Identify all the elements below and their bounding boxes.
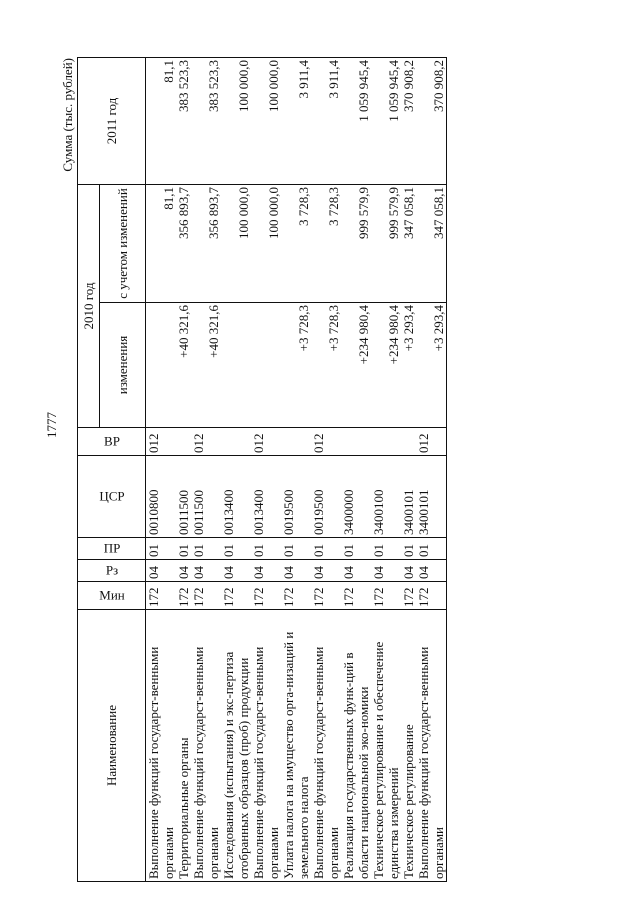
- row-name: Техническое регулирование: [401, 610, 416, 882]
- row-vr: 012: [251, 428, 281, 456]
- row-2011: 3 911,4: [311, 58, 341, 185]
- row-changes: +3 293,4: [416, 303, 447, 428]
- row-vr: [176, 428, 191, 456]
- row-name: Выполнение функций государст-венными органами: [146, 610, 177, 882]
- row-rz: 04: [416, 560, 447, 582]
- header-min: Мин: [78, 582, 146, 610]
- row-2011: 100 000,0: [251, 58, 281, 185]
- row-changes: [251, 303, 281, 428]
- row-with-changes: 3 728,3: [311, 185, 341, 303]
- rotated-page: [60, 58, 580, 882]
- header-pr: ПР: [78, 538, 146, 560]
- row-with-changes: 999 579,9: [371, 185, 401, 303]
- row-with-changes: 347 058,1: [401, 185, 416, 303]
- row-changes: +234 980,4: [341, 303, 371, 428]
- row-2011: 370 908,2: [416, 58, 447, 185]
- row-2011: 81,1: [146, 58, 177, 185]
- row-with-changes: 100 000,0: [221, 185, 251, 303]
- row-min: 172: [221, 582, 251, 610]
- row-with-changes: 356 893,7: [191, 185, 221, 303]
- page-number: 1777: [44, 412, 59, 438]
- row-rz: 04: [251, 560, 281, 582]
- row-changes: [221, 303, 251, 428]
- row-min: 172: [371, 582, 401, 610]
- table-row: [221, 58, 251, 882]
- row-name: Исследования (испытания) и экс-пертиза отобранных образцов (проб) продукции: [221, 610, 251, 882]
- row-min: 172: [341, 582, 371, 610]
- row-name: Техническое регулирование и обеспечение единства измерений: [371, 610, 401, 882]
- row-csr: 0010800: [146, 456, 177, 538]
- row-min: 172: [281, 582, 311, 610]
- row-with-changes: 3 728,3: [281, 185, 311, 303]
- row-rz: 04: [176, 560, 191, 582]
- row-csr: 0019500: [311, 456, 341, 538]
- row-2011: 1 059 945,4: [371, 58, 401, 185]
- header-name: Наименование: [78, 610, 146, 882]
- row-name: Выполнение функций государст-венными органами: [416, 610, 447, 882]
- row-vr: [371, 428, 401, 456]
- row-name: Выполнение функций государст-венными органами: [191, 610, 221, 882]
- table-row: [341, 58, 371, 882]
- table-row: [251, 58, 281, 882]
- row-pr: 01: [221, 538, 251, 560]
- row-pr: 01: [401, 538, 416, 560]
- row-changes: +40 321,6: [176, 303, 191, 428]
- row-rz: 04: [281, 560, 311, 582]
- row-with-changes: 100 000,0: [251, 185, 281, 303]
- row-rz: 04: [311, 560, 341, 582]
- row-csr: 0013400: [221, 456, 251, 538]
- row-csr: 3400100: [371, 456, 401, 538]
- row-with-changes: 356 893,7: [176, 185, 191, 303]
- row-pr: 01: [341, 538, 371, 560]
- row-min: 172: [146, 582, 177, 610]
- row-2011: 3 911,4: [281, 58, 311, 185]
- header-with-changes: с учетом изменений: [100, 185, 146, 303]
- row-changes: +3 293,4: [401, 303, 416, 428]
- header-csr: ЦСР: [78, 456, 146, 538]
- row-rz: 04: [401, 560, 416, 582]
- row-vr: [341, 428, 371, 456]
- row-changes: +40 321,6: [191, 303, 221, 428]
- row-csr: 0013400: [251, 456, 281, 538]
- header-year-2010: 2010 год: [78, 185, 100, 428]
- row-pr: 01: [191, 538, 221, 560]
- header-vr: ВР: [78, 428, 146, 456]
- table-row: [281, 58, 311, 882]
- table-body: [146, 58, 447, 882]
- row-min: 172: [401, 582, 416, 610]
- row-pr: 01: [251, 538, 281, 560]
- row-pr: 01: [146, 538, 177, 560]
- row-vr: 012: [311, 428, 341, 456]
- row-changes: +3 728,3: [281, 303, 311, 428]
- table-row: [176, 58, 191, 882]
- row-min: 172: [251, 582, 281, 610]
- table-row: [146, 58, 177, 882]
- table-row: [191, 58, 221, 882]
- row-name: Территориальные органы: [176, 610, 191, 882]
- header-changes: изменения: [100, 303, 146, 428]
- row-name: Выполнение функций государст-венными органами: [251, 610, 281, 882]
- row-vr: 012: [191, 428, 221, 456]
- row-rz: 04: [371, 560, 401, 582]
- row-pr: 01: [371, 538, 401, 560]
- row-rz: 04: [221, 560, 251, 582]
- row-vr: 012: [416, 428, 447, 456]
- table-row: [401, 58, 416, 882]
- row-min: 172: [191, 582, 221, 610]
- budget-table: [77, 57, 447, 882]
- row-csr: 0019500: [281, 456, 311, 538]
- row-pr: 01: [281, 538, 311, 560]
- row-2011: 370 908,2: [401, 58, 416, 185]
- row-2011: 1 059 945,4: [341, 58, 371, 185]
- table-row: [371, 58, 401, 882]
- row-with-changes: 347 058,1: [416, 185, 447, 303]
- row-vr: [281, 428, 311, 456]
- row-rz: 04: [191, 560, 221, 582]
- row-csr: 3400000: [341, 456, 371, 538]
- row-changes: [146, 303, 177, 428]
- row-rz: 04: [341, 560, 371, 582]
- row-changes: +3 728,3: [311, 303, 341, 428]
- row-2011: 383 523,3: [191, 58, 221, 185]
- row-pr: 01: [416, 538, 447, 560]
- row-name: Выполнение функций государст-венными органами: [311, 610, 341, 882]
- unit-label: Сумма (тыс. рублей): [60, 58, 75, 172]
- row-name: Уплата налога на имущество орга-низаций и земельного налога: [281, 610, 311, 882]
- header-rz: Рз: [78, 560, 146, 582]
- row-csr: 0011500: [176, 456, 191, 538]
- row-min: 172: [416, 582, 447, 610]
- row-vr: [221, 428, 251, 456]
- row-name: Реализация государственных функ-ций в области национальной эко-номики: [341, 610, 371, 882]
- row-pr: 01: [176, 538, 191, 560]
- row-with-changes: 81,1: [146, 185, 177, 303]
- row-2011: 100 000,0: [221, 58, 251, 185]
- table-row: [311, 58, 341, 882]
- row-changes: +234 980,4: [371, 303, 401, 428]
- header-year-2011: 2011 год: [78, 58, 146, 185]
- row-csr: 0011500: [191, 456, 221, 538]
- table-row: [416, 58, 447, 882]
- row-csr: 3400101: [401, 456, 416, 538]
- row-pr: 01: [311, 538, 341, 560]
- row-with-changes: 999 579,9: [341, 185, 371, 303]
- row-rz: 04: [146, 560, 177, 582]
- row-2011: 383 523,3: [176, 58, 191, 185]
- row-csr: 3400101: [416, 456, 447, 538]
- row-min: 172: [311, 582, 341, 610]
- row-vr: 012: [146, 428, 177, 456]
- row-min: 172: [176, 582, 191, 610]
- row-vr: [401, 428, 416, 456]
